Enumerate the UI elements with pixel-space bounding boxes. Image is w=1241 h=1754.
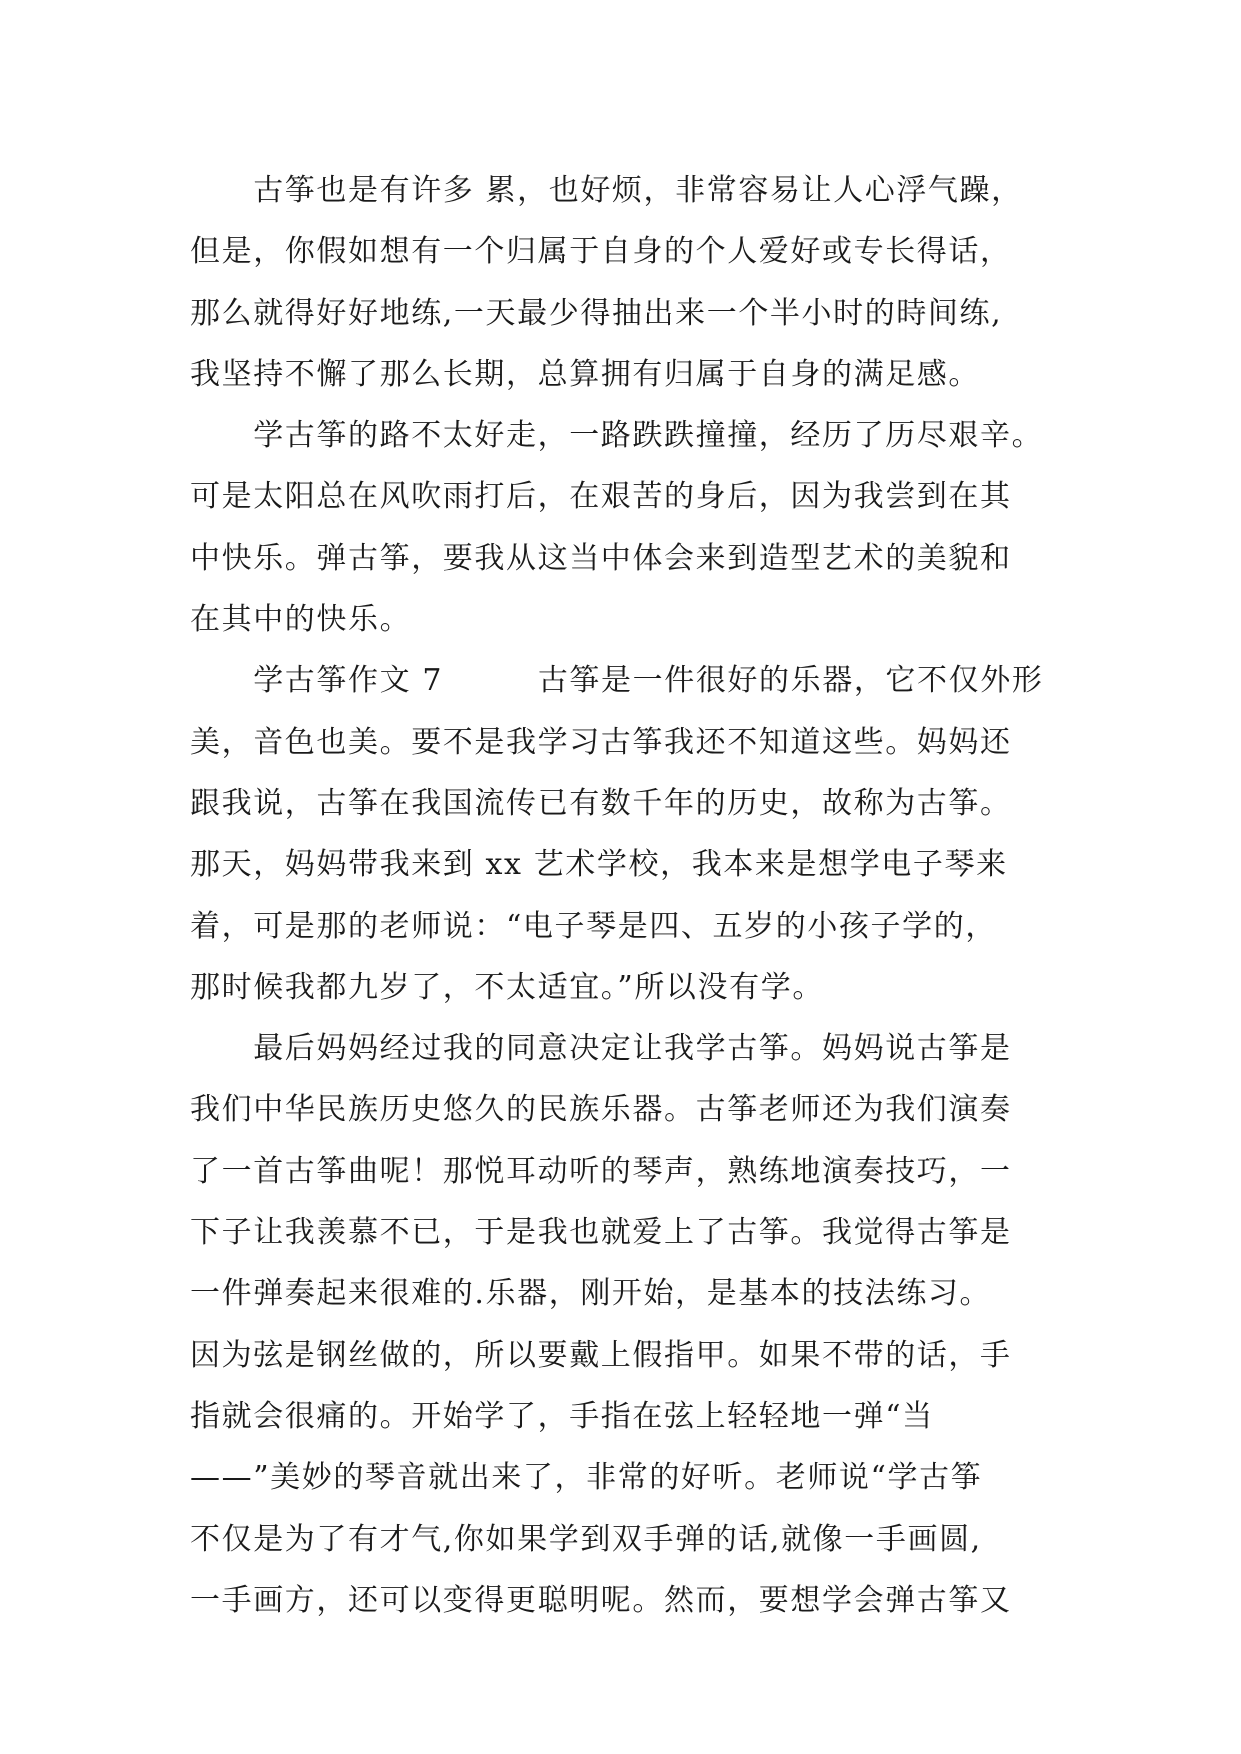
text-line: 但是，你假如想有一个归属于自身的个人爱好或专长得话， (190, 234, 1012, 270)
text-line: 美，音色也美。要不是我学习古筝我还不知道这些。妈妈还 (190, 724, 1012, 760)
text-line: 那时候我都九岁了，不太适宜。”所以没有学。 (190, 969, 824, 1005)
text-line: 我坚持不懈了那么长期，总算拥有归属于自身的满足感。 (190, 356, 980, 392)
text-line: 学古筝的路不太好走，一路跌跌撞撞，经历了历尽艰辛。 (190, 418, 1044, 454)
text-line: 古筝也是有许多 累，也好烦，非常容易让人心浮气躁， (190, 173, 1023, 208)
text-line: 那天，妈妈带我来到 xx 艺术学校，我本来是想学电子琴来 (190, 847, 1008, 883)
text-line: 那么就得好好地练,一天最少得抽出来一个半小时的時间练, (190, 295, 1003, 331)
text-line: 跟我说，古筝在我国流传已有数千年的历史，故称为古筝。 (190, 785, 1012, 821)
text-line: 因为弦是钢丝做的，所以要戴上假指甲。如果不带的话，手 (190, 1337, 1012, 1373)
text-line: 学古筝作文 7 古筝是一件很好的乐器，它不仅外形 (190, 663, 1044, 699)
text-line: ——”美妙的琴音就出来了，非常的好听。老师说“学古筝 (190, 1460, 983, 1496)
text-line: 下子让我羡慕不已，于是我也就爱上了古筝。我觉得古筝是 (190, 1215, 1012, 1251)
text-line: 可是太阳总在风吹雨打后，在艰苦的身后，因为我尝到在其 (190, 479, 1012, 515)
text-line: 在其中的快乐。 (190, 602, 412, 638)
text-line: 一件弹奏起来很难的.乐器，刚开始，是基本的技法练习。 (190, 1276, 992, 1312)
body-text (190, 160, 1090, 1631)
text-line: 不仅是为了有才气,你如果学到双手弹的话,就像一手画圆, (190, 1521, 982, 1557)
text-line: 一手画方，还可以变得更聪明呢。然而，要想学会弹古筝又 (190, 1582, 1012, 1618)
text-line: 指就会很痛的。开始学了，手指在弦上轻轻地一弹“当 (190, 1398, 934, 1434)
text-line: 了一首古筝曲呢！那悦耳动听的琴声，熟练地演奏技巧，一 (190, 1153, 1012, 1189)
text-line: 着，可是那的老师说：“电子琴是四、五岁的小孩子学的， (190, 908, 997, 944)
text-line: 中快乐。弹古筝，要我从这当中体会来到造型艺术的美貌和 (190, 540, 1012, 576)
text-line: 最后妈妈经过我的同意决定让我学古筝。妈妈说古筝是 (190, 1031, 1012, 1067)
text-line: 我们中华民族历史悠久的民族乐器。古筝老师还为我们演奏 (190, 1092, 1012, 1128)
